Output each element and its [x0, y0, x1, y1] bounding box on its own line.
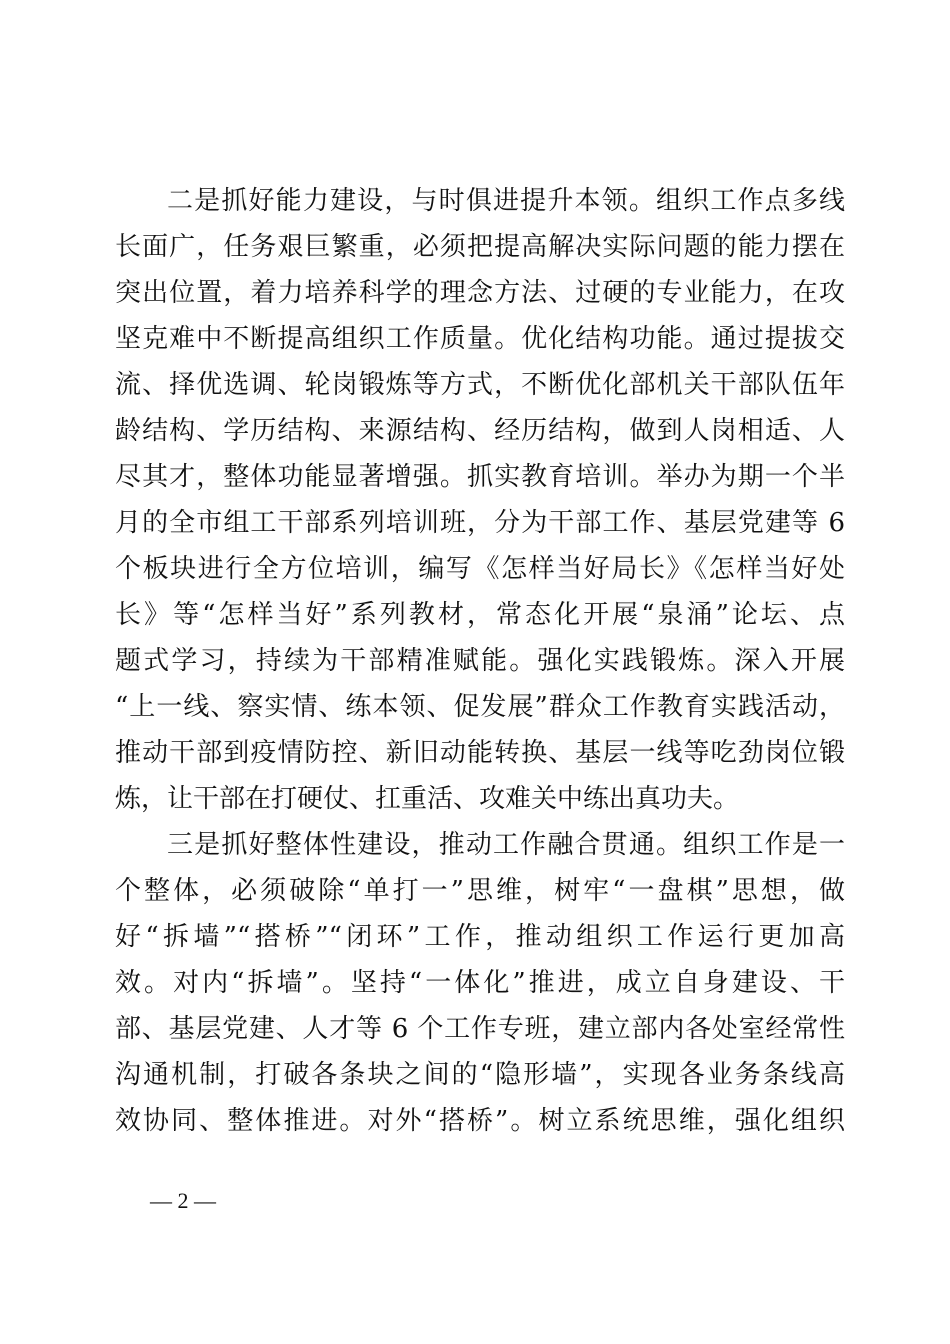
text-line: 龄结构、学历结构、来源结构、经历结构，做到人岗相适、人: [115, 416, 845, 446]
text-line: 炼，让干部在打硬仗、扛重活、攻难关中练出真功夫。: [115, 784, 740, 814]
text-line: 个板块进行全方位培训，编写《怎样当好局长》《怎样当好处: [115, 554, 845, 584]
text-line: 尽其才，整体功能显著增强。抓实教育培训。举办为期一个半: [115, 462, 845, 492]
text-line: 月的全市组工干部系列培训班，分为干部工作、基层党建等 6: [115, 508, 845, 538]
page-number: — 2 —: [150, 1188, 216, 1213]
text-line: 题式学习，持续为干部精准赋能。强化实践锻炼。深入开展: [115, 646, 845, 676]
body-text: [115, 178, 845, 1144]
text-line: 坚克难中不断提高组织工作质量。优化结构功能。通过提拔交: [115, 324, 845, 354]
text-line: 推动干部到疫情防控、新旧动能转换、基层一线等吃劲岗位锻: [115, 738, 845, 768]
text-line: 长面广，任务艰巨繁重，必须把提高解决实际问题的能力摆在: [115, 232, 845, 262]
text-line: 长》等“怎样当好”系列教材，常态化开展“泉涌”论坛、点: [115, 600, 845, 630]
text-line: 沟通机制，打破各条块之间的“隐形墙”，实现各业务条线高: [115, 1060, 845, 1090]
text-line: 流、择优选调、轮岗锻炼等方式，不断优化部机关干部队伍年: [115, 370, 845, 400]
text-line: 个整体，必须破除“单打一”思维，树牢“一盘棋”思想，做: [115, 876, 845, 906]
text-line: 三是抓好整体性建设，推动工作融合贯通。组织工作是一: [167, 830, 845, 860]
text-line: 好“拆墙”“搭桥”“闭环”工作，推动组织工作运行更加高: [115, 922, 845, 952]
text-line: 效协同、整体推进。对外“搭桥”。树立系统思维，强化组织: [115, 1106, 845, 1136]
text-line: 二是抓好能力建设，与时俱进提升本领。组织工作点多线: [167, 186, 845, 216]
text-line: 部、基层党建、人才等 6 个工作专班，建立部内各处室经常性: [115, 1014, 845, 1044]
text-line: 效。对内“拆墙”。坚持“一体化”推进，成立自身建设、干: [115, 968, 845, 998]
text-line: “上一线、察实情、练本领、促发展”群众工作教育实践活动，: [115, 692, 845, 722]
text-line: 突出位置，着力培养科学的理念方法、过硬的专业能力，在攻: [115, 278, 845, 308]
